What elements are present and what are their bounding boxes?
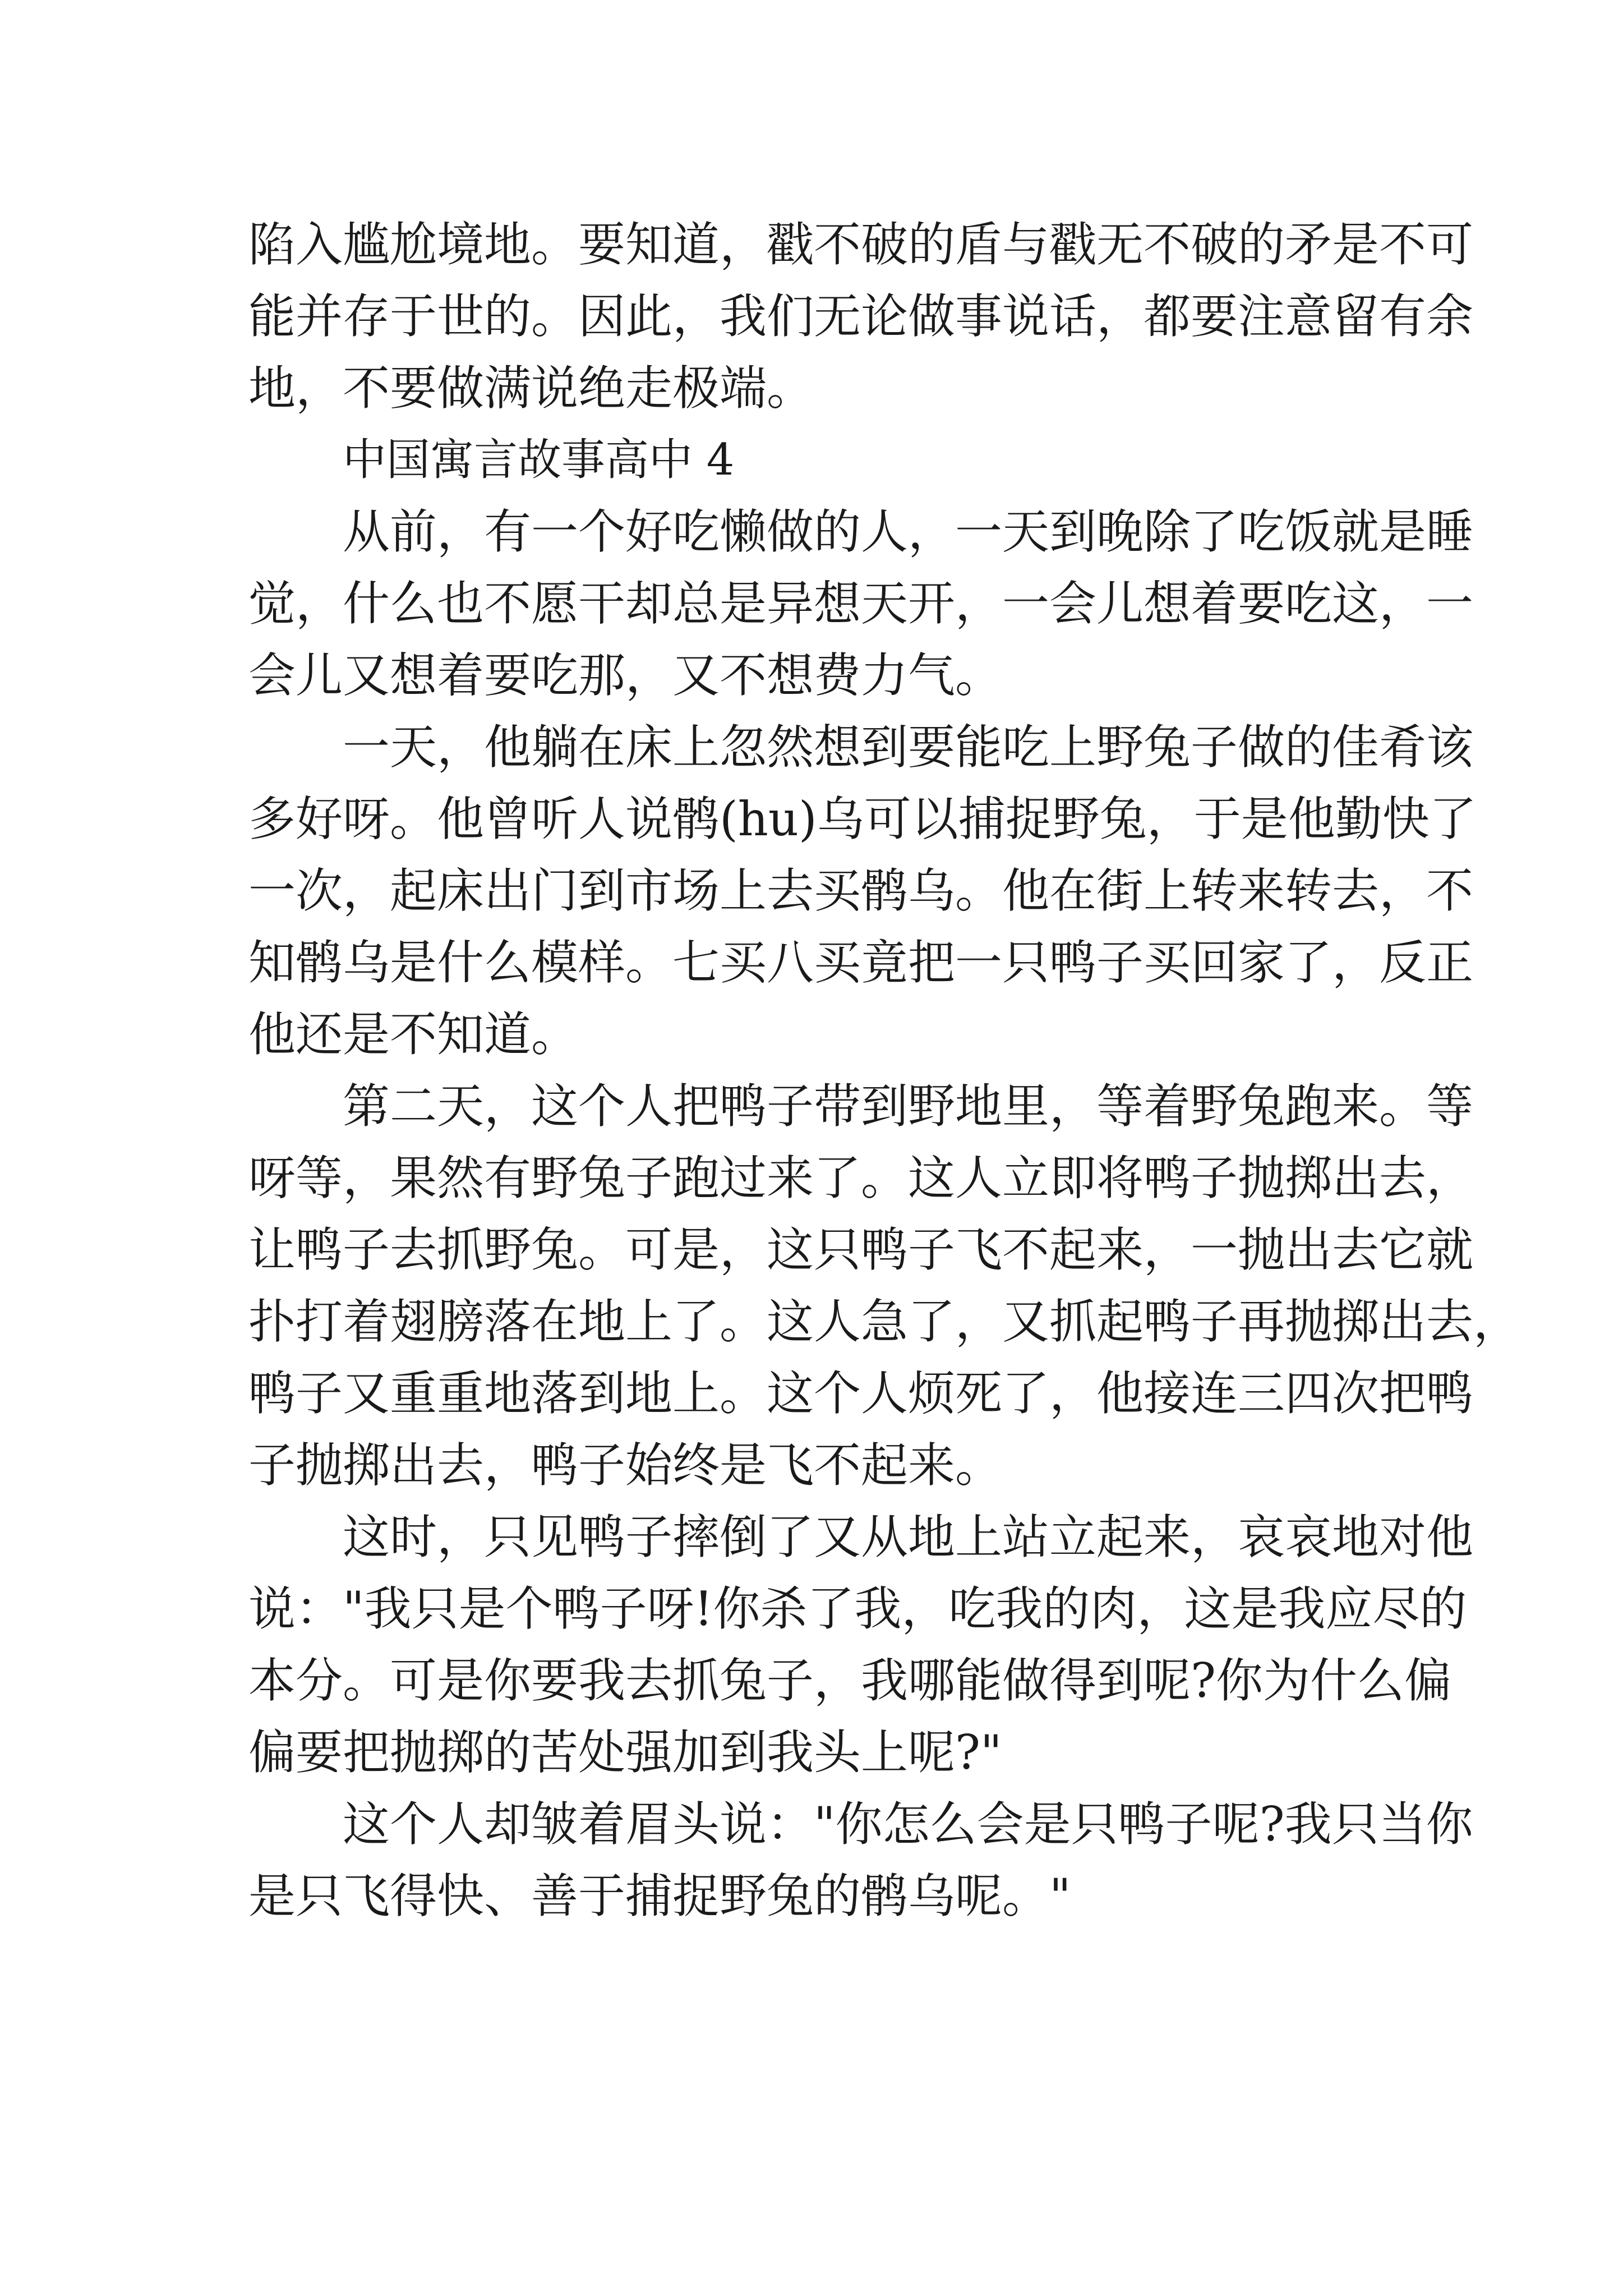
text-line: 觉，什么也不愿干却总是异想天开，一会儿想着要吃这，一 — [248, 576, 1474, 631]
text-line: 子抛掷出去，鸭子始终是飞不起来。 — [248, 1438, 1003, 1493]
paragraph — [248, 496, 1474, 711]
text-line: 多好呀。他曾听人说鹘(hu)乌可以捕捉野兔，于是他勤快了 — [248, 792, 1477, 846]
text-line: 让鸭子去抓野兔。可是，这只鸭子飞不起来，一抛出去它就 — [248, 1222, 1474, 1277]
text-line: 是只飞得快、善于捕捉野兔的鹘乌呢。" — [248, 1869, 1071, 1924]
text-line: 第二天，这个人把鸭子带到野地里，等着野兔跑来。等 — [343, 1079, 1474, 1134]
paragraph — [248, 1070, 1521, 1501]
text-line: 说："我只是个鸭子呀!你杀了我，吃我的肉，这是我应尽的 — [248, 1581, 1467, 1636]
text-line: 陷入尴尬境地。要知道，戳不破的盾与戳无不破的矛是不可 — [248, 217, 1474, 272]
text-line: 地，不要做满说绝走极端。 — [248, 361, 814, 416]
paragraph — [248, 711, 1477, 1070]
text-line: 这个人却皱着眉头说："你怎么会是只鸭子呢?我只当你 — [343, 1797, 1473, 1852]
section-heading — [248, 424, 1381, 496]
text-line: 呀等，果然有野兔子跑过来了。这人立即将鸭子抛掷出去， — [248, 1151, 1474, 1205]
text-line: 一次，起床出门到市场上去买鹘乌。他在街上转来转去，不 — [248, 863, 1474, 918]
heading-text: 中国寓言故事高中 4 — [343, 435, 735, 485]
paragraph — [248, 1788, 1473, 1932]
text-line: 能并存于世的。因此，我们无论做事说话，都要注意留有余 — [248, 289, 1474, 344]
text-line: 这时，只见鸭子摔倒了又从地上站立起来，哀哀地对他 — [343, 1510, 1474, 1565]
text-line: 偏要把抛掷的苦处强加到我头上呢?" — [248, 1725, 1002, 1780]
text-line: 鸭子又重重地落到地上。这个人烦死了，他接连三四次把鸭 — [248, 1366, 1474, 1421]
document-body — [248, 209, 1521, 1932]
text-line: 从前，有一个好吃懒做的人，一天到晚除了吃饭就是睡 — [343, 504, 1474, 559]
text-line: 会儿又想着要吃那，又不想费力气。 — [248, 648, 1003, 703]
paragraph — [248, 1501, 1474, 1788]
text-line: 扑打着翅膀落在地上了。这人急了，又抓起鸭子再抛掷出去， — [248, 1294, 1521, 1349]
text-line: 本分。可是你要我去抓兔子，我哪能做得到呢?你为什么偏 — [248, 1653, 1452, 1708]
text-line: 知鹘乌是什么模样。七买八买竟把一只鸭子买回家了，反正 — [248, 935, 1474, 990]
text-line: 一天，他躺在床上忽然想到要能吃上野兔子做的佳肴该 — [343, 720, 1474, 775]
paragraph-continuation — [248, 209, 1474, 424]
text-line: 他还是不知道。 — [248, 1007, 579, 1062]
